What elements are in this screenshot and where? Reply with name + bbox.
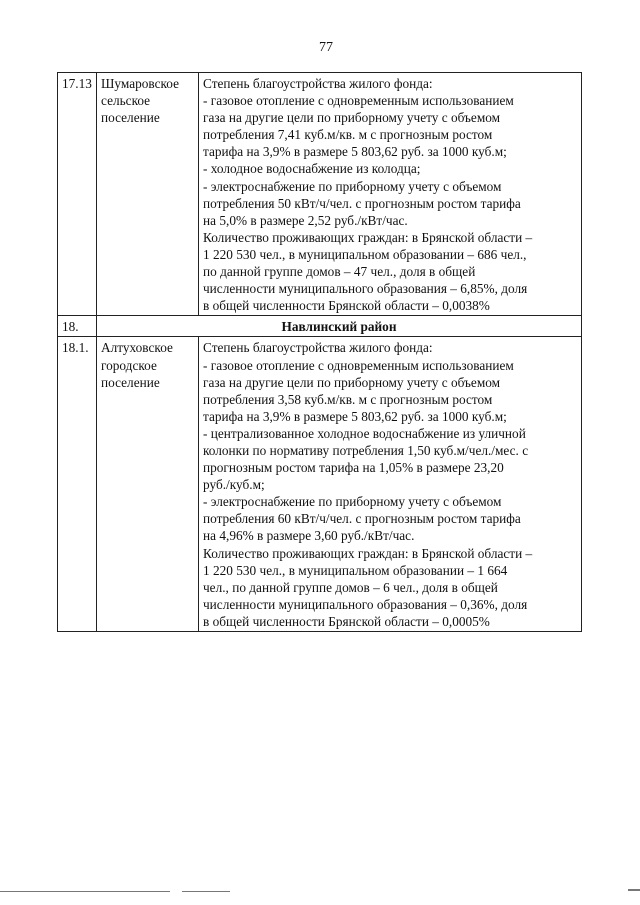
description-line: 1 220 530 чел., в муниципальном образовании – 686 чел., [203, 246, 527, 262]
description-line: на 4,96% в размере 3,60 руб./кВт/час. [203, 528, 415, 544]
description-line: по данной группе домов – 47 чел., доля в общей [203, 264, 476, 280]
description-line: численности муниципального образования – 0,36%, доля [203, 596, 528, 612]
description-line: прогнозным ростом тарифа на 1,05% в размере 23,20 [203, 460, 504, 476]
settlement-name [97, 337, 199, 632]
description-line: - электроснабжение по приборному учету с объемом [203, 178, 502, 194]
tariff-table [57, 72, 582, 632]
description-line: в общей численности Брянской области – 0,0038% [203, 298, 490, 314]
row-number: 18.1. [58, 337, 97, 632]
page-number: 77 [319, 40, 333, 55]
scan-artifact-line [628, 889, 640, 891]
description-line: тарифа на 3,9% в размере 5 803,62 руб. за 1000 куб.м; [203, 144, 507, 160]
settlement-description [199, 337, 582, 632]
description-line: - холодное водоснабжение из колодца; [203, 161, 421, 177]
region-heading: Навлинский район [97, 316, 582, 337]
description-line: Степень благоустройства жилого фонда: [203, 340, 433, 356]
row-number: 18. [58, 316, 97, 337]
settlement-name-line: сельское [101, 93, 151, 109]
settlement-description [199, 73, 582, 316]
settlement-name [97, 73, 199, 316]
description-line: на 5,0% в размере 2,52 руб./кВт/час. [203, 212, 408, 228]
description-line: - электроснабжение по приборному учету с объемом [203, 494, 502, 510]
description-line: руб./куб.м; [203, 477, 265, 493]
description-line: потребления 7,41 куб.м/кв. м с прогнозным ростом [203, 127, 493, 143]
description-line: 1 220 530 чел., в муниципальном образовании – 1 664 [203, 562, 508, 578]
scan-artifact-line [0, 891, 170, 892]
description-line: газа на другие цели по приборному учету с объемом [203, 110, 501, 126]
description-line: в общей численности Брянской области – 0,0005% [203, 613, 490, 629]
description-line: потребления 60 кВт/ч/чел. с прогнозным ростом тарифа [203, 511, 521, 527]
table-row [58, 337, 582, 632]
settlement-name-line: Алтуховское [101, 340, 173, 356]
settlement-name-line: Шумаровское [101, 76, 180, 91]
description-line: потребления 50 кВт/ч/чел. с прогнозным ростом тарифа [203, 195, 521, 211]
description-line: численности муниципального образования – 6,85%, доля [203, 281, 528, 297]
description-line: чел., по данной группе домов – 6 чел., доля в общей [203, 579, 498, 595]
description-line: потребления 3,58 куб.м/кв. м с прогнозным ростом [203, 391, 493, 407]
description-line: Количество проживающих граждан: в Брянской области – [203, 229, 533, 245]
settlement-name-line: городское [101, 357, 157, 373]
table-row [58, 73, 582, 316]
description-line: - газовое отопление с одновременным использованием [203, 93, 514, 109]
description-line: Степень благоустройства жилого фонда: [203, 76, 433, 91]
settlement-name-line: поселение [101, 374, 160, 390]
description-line: Количество проживающих граждан: в Брянской области – [203, 545, 533, 561]
description-line: - газовое отопление с одновременным использованием [203, 357, 514, 373]
description-line: тарифа на 3,9% в размере 5 803,62 руб. за 1000 куб.м; [203, 408, 507, 424]
settlement-name-line: поселение [101, 110, 160, 126]
row-number: 17.13 [58, 73, 97, 316]
description-line: колонки по нормативу потребления 1,50 куб.м/чел./мес. с [203, 442, 529, 458]
table-row-region [58, 316, 582, 337]
scan-artifact-line [182, 891, 230, 892]
description-line: - централизованное холодное водоснабжение из уличной [203, 425, 526, 441]
description-line: газа на другие цели по приборному учету с объемом [203, 374, 501, 390]
